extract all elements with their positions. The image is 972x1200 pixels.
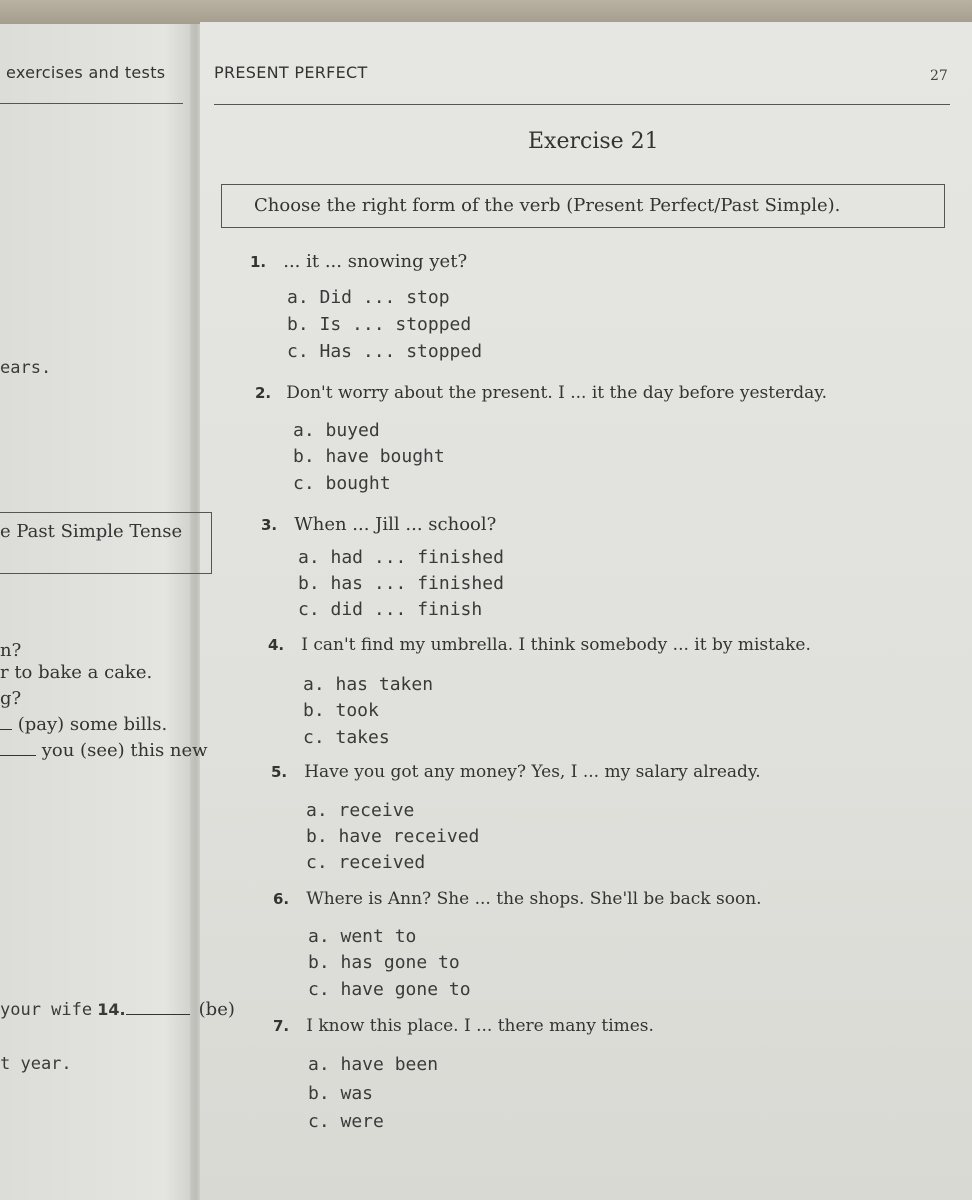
question-2: 2. Don't worry about the present. I ... it the day before yesterday. [255, 383, 828, 403]
option: b. have received [306, 826, 480, 847]
question-4: 4. I can't find my umbrella. I think somebody ... it by mistake. [268, 635, 811, 655]
left-fragment: g? [0, 688, 22, 709]
left-fragment: r to bake a cake. [0, 662, 153, 683]
answer-blank [0, 729, 12, 730]
question-5: 5. Have you got any money? Yes, I ... my salary already. [271, 762, 761, 782]
question-1: 1. ... it ... snowing yet? [250, 251, 468, 272]
option: a. has taken [303, 674, 434, 695]
left-page [0, 24, 195, 1200]
question-6: 6. Where is Ann? She ... the shops. She'll be back soon. [273, 889, 762, 909]
option: b. have bought [293, 446, 445, 467]
left-fragment: your wife 14. (be) [0, 999, 235, 1020]
option: a. have been [308, 1054, 439, 1075]
option: c. received [306, 852, 426, 873]
option: a. had ... finished [298, 547, 504, 568]
option: a. Did ... stop [287, 287, 450, 308]
option: c. takes [303, 727, 390, 748]
option: c. Has ... stopped [287, 341, 483, 362]
instruction-text: Choose the right form of the verb (Present Perfect/Past Simple). [254, 195, 841, 216]
option: c. bought [293, 473, 391, 494]
option: b. has ... finished [298, 573, 504, 594]
page-number: 27 [930, 68, 948, 84]
option: c. have gone to [308, 979, 471, 1000]
left-fragment: n? [0, 640, 22, 661]
option: c. were [308, 1111, 384, 1132]
left-fragment: ears. [0, 358, 52, 378]
left-fragment: (pay) some bills. [0, 714, 167, 735]
option: a. buyed [293, 420, 380, 441]
option: b. took [303, 700, 379, 721]
exercise-title: Exercise 21 [528, 129, 659, 154]
running-header: PRESENT PERFECT [214, 63, 368, 82]
header-rule [214, 104, 950, 105]
question-7: 7. I know this place. I ... there many times. [273, 1016, 654, 1036]
answer-blank [126, 1014, 190, 1015]
left-running-header: exercises and tests [6, 63, 166, 82]
answer-blank [0, 755, 36, 756]
question-3: 3. When ... Jill ... school? [261, 514, 497, 535]
option: c. did ... finish [298, 599, 483, 620]
option: b. was [308, 1083, 374, 1104]
left-fragment: you (see) this new [0, 740, 208, 761]
option: b. has gone to [308, 952, 460, 973]
option: b. Is ... stopped [287, 314, 472, 335]
option: a. receive [306, 800, 415, 821]
option: a. went to [308, 926, 417, 947]
left-header-rule [0, 103, 183, 104]
left-box-label: e Past Simple Tense [0, 521, 183, 542]
left-fragment: t year. [0, 1054, 72, 1074]
